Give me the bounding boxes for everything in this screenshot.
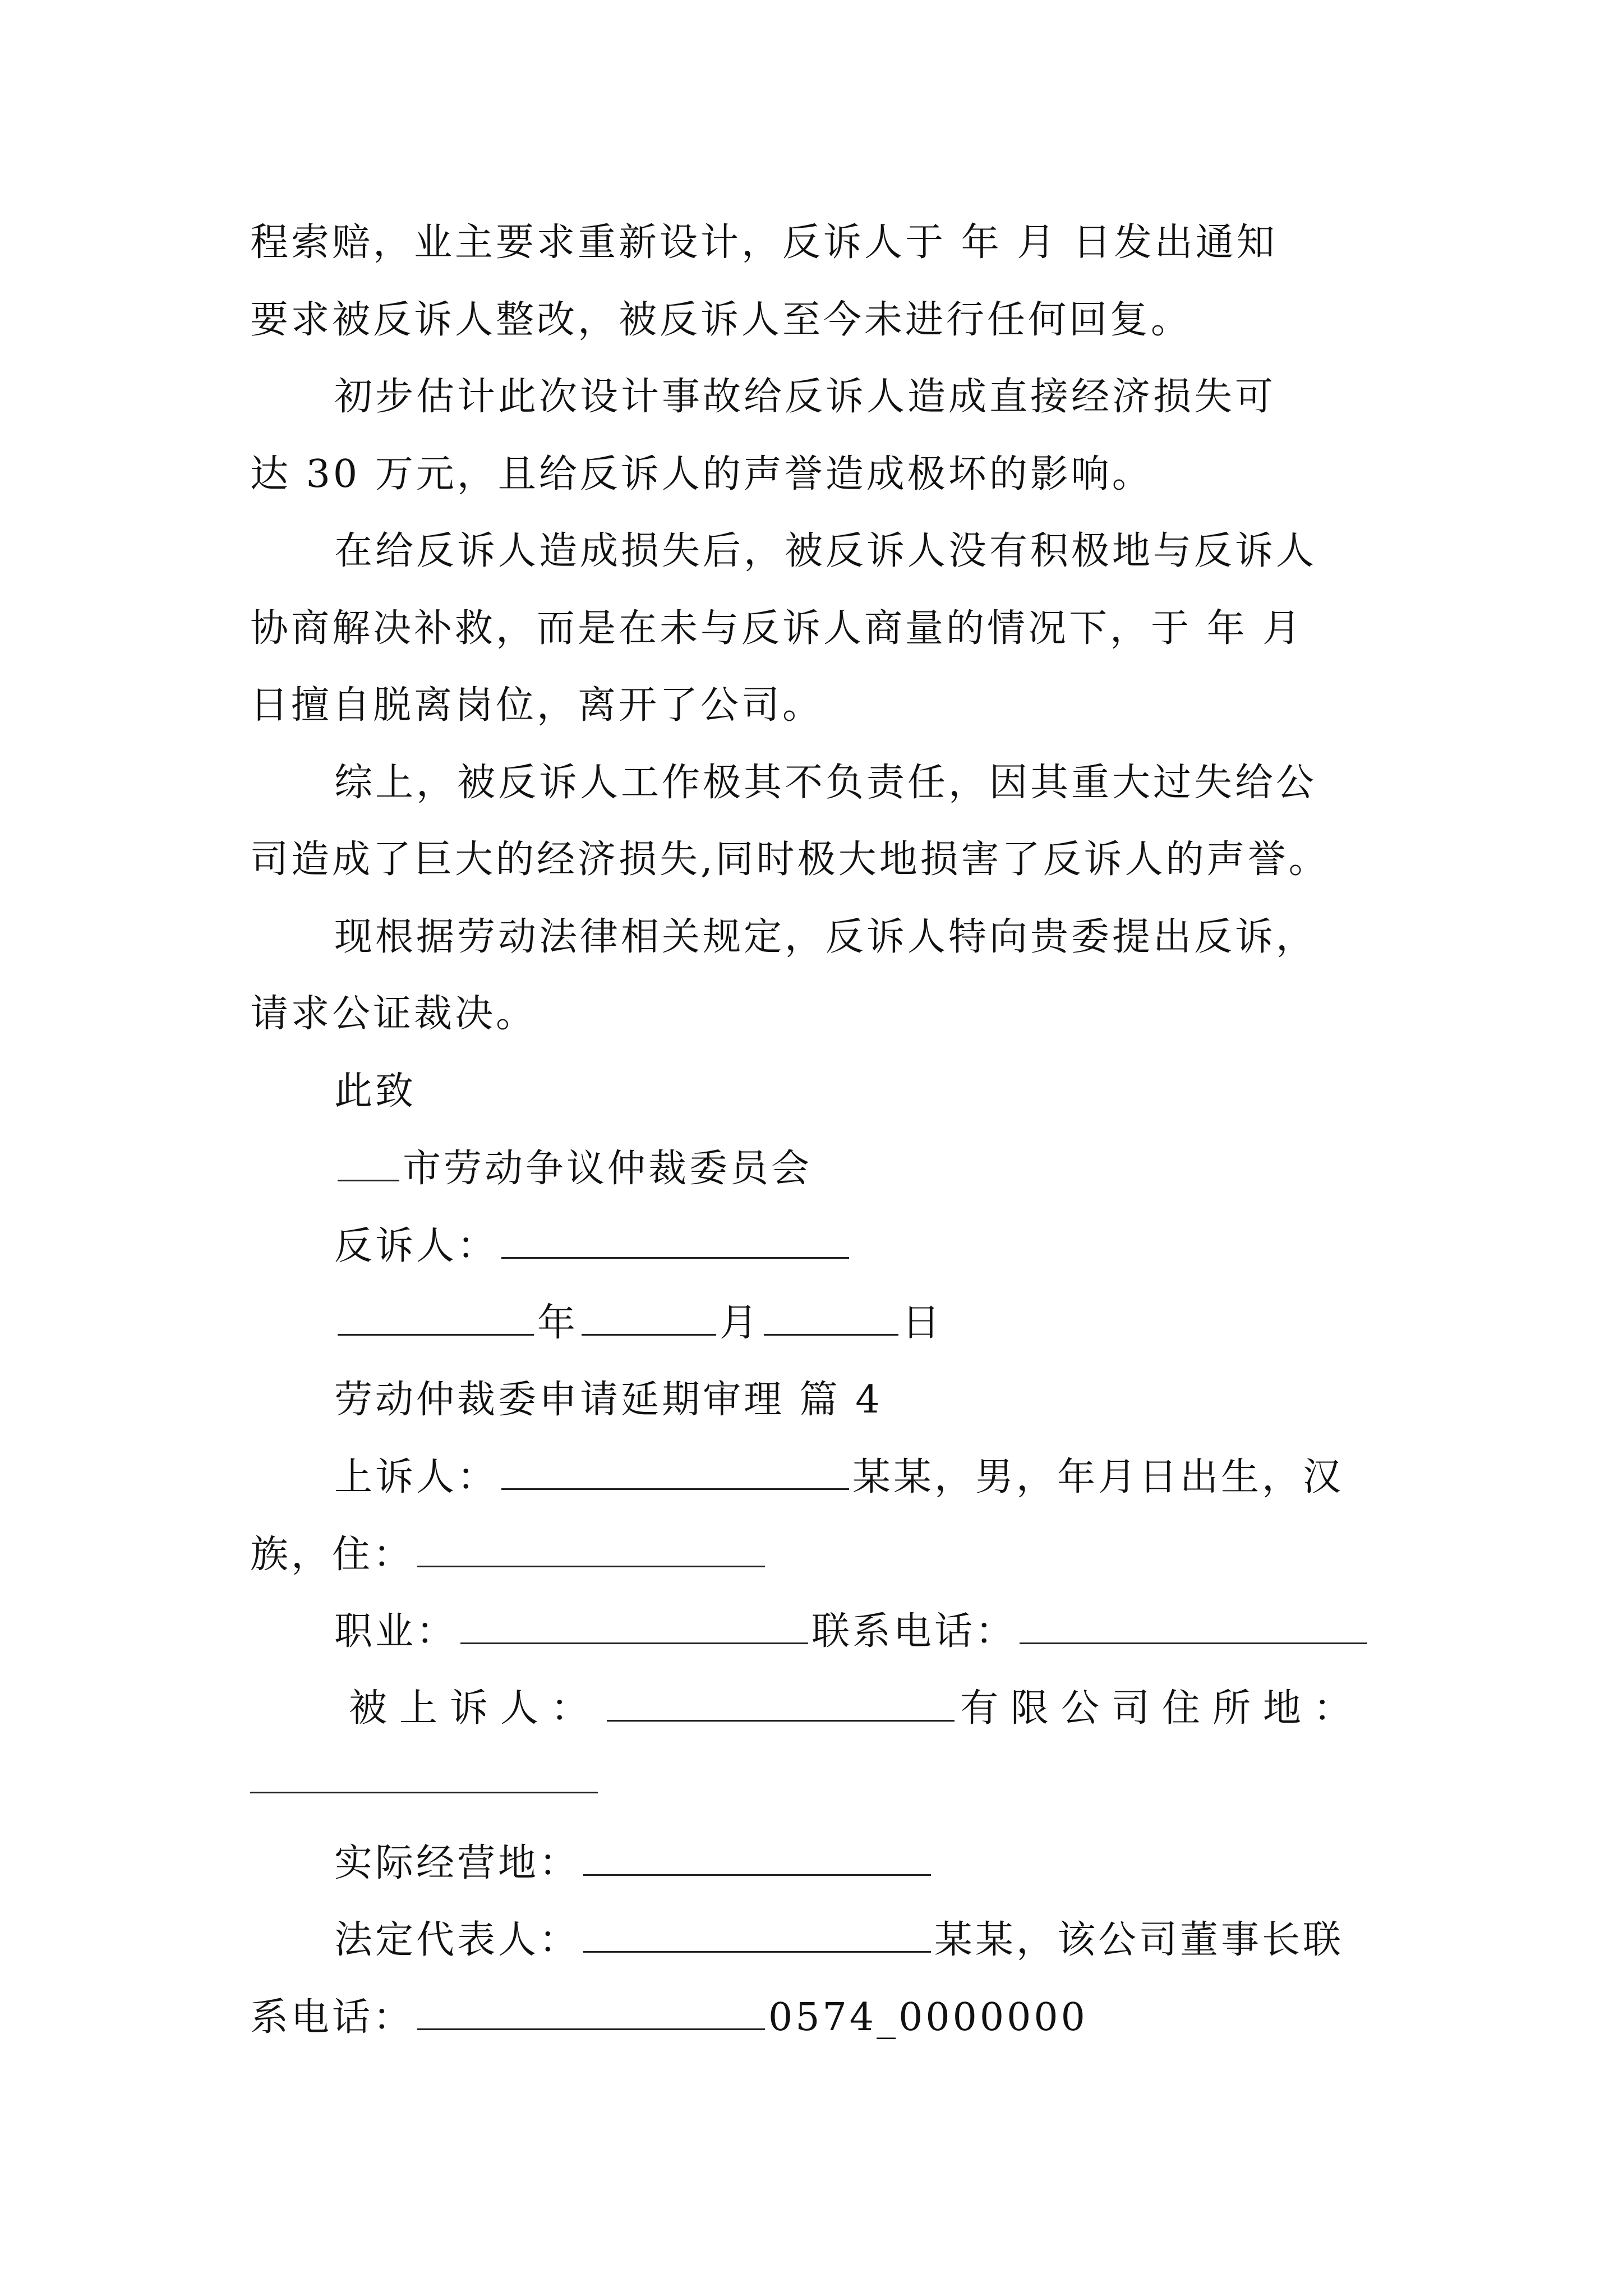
day-blank xyxy=(764,1300,898,1336)
day-label: 日 xyxy=(902,1301,943,1345)
appellee-address-label: 有限公司住所地： xyxy=(960,1686,1364,1731)
month-label: 月 xyxy=(720,1301,761,1345)
date-line xyxy=(334,1300,1478,1345)
addressee-line xyxy=(334,1146,1478,1191)
business-address-blank xyxy=(583,1841,931,1876)
paragraph-line-9: 司造成了巨大的经济损失,同时极大地损害了反诉人的声誉。 xyxy=(250,838,1330,882)
contact-phone-blank xyxy=(417,1995,765,2030)
counterclaimant-blank xyxy=(501,1223,849,1259)
legal-representative-details: 某某，该公司董事长联 xyxy=(934,1918,1344,1962)
residence-blank xyxy=(417,1532,765,1567)
year-label: 年 xyxy=(537,1301,579,1345)
paragraph-line-8: 综上，被反诉人工作极其不负责任，因其重大过失给公 xyxy=(334,761,1317,805)
paragraph-line-3: 初步估计此次设计事故给反诉人造成直接经济损失可 xyxy=(334,375,1276,419)
phone-blank xyxy=(1020,1609,1367,1644)
paragraph-line-5: 在给反诉人造成损失后，被反诉人没有积极地与反诉人 xyxy=(334,529,1317,573)
section-heading: 劳动仲裁委申请延期审理 篇 4 xyxy=(334,1378,883,1422)
paragraph-line-6: 协商解决补救，而是在未与反诉人商量的情况下，于 年 月 xyxy=(250,606,1304,651)
month-blank xyxy=(582,1300,716,1336)
phone-label: 联系电话： xyxy=(811,1609,1017,1654)
appellant-details: 某某，男，年月日出生，汉 xyxy=(852,1455,1344,1499)
salutation: 此致 xyxy=(334,1069,417,1114)
legal-representative-blank xyxy=(583,1917,931,1953)
business-address-label: 实际经营地： xyxy=(334,1841,580,1885)
paragraph-line-11: 请求公证裁决。 xyxy=(250,992,537,1036)
occupation-blank xyxy=(460,1609,808,1644)
paragraph-line-4: 达 30 万元，且给反诉人的声誉造成极坏的影响。 xyxy=(250,452,1153,496)
addressee-name: 市劳动争议仲裁委员会 xyxy=(403,1147,813,1191)
contact-phone-label: 系电话： xyxy=(250,1995,414,2040)
contact-phone-line xyxy=(250,1995,1394,2040)
addressee-city-blank xyxy=(338,1146,399,1181)
appellant-residence-line xyxy=(250,1532,1394,1577)
year-blank xyxy=(338,1300,534,1336)
paragraph-line-10: 现根据劳动法律相关规定，反诉人特向贵委提出反诉， xyxy=(334,915,1317,959)
paragraph-line-7: 日擅自脱离岗位，离开了公司。 xyxy=(250,683,824,728)
occupation-line xyxy=(334,1609,1478,1654)
paragraph-line-1: 程索赔，业主要求重新设计，反诉人于 年 月 日发出通知 xyxy=(250,220,1278,265)
appellee-address-blank xyxy=(250,1792,598,1793)
appellant-label: 上诉人： xyxy=(334,1455,499,1499)
occupation-label: 职业： xyxy=(334,1609,458,1654)
appellee-blank xyxy=(607,1686,955,1722)
counterclaimant-label: 反诉人： xyxy=(334,1224,499,1268)
legal-representative-line xyxy=(334,1917,1478,1962)
counterclaimant-signature-line xyxy=(334,1223,1478,1268)
appellee-label: 被上诉人： xyxy=(349,1686,602,1731)
legal-representative-label: 法定代表人： xyxy=(334,1918,580,1962)
residence-label: 族，住： xyxy=(250,1533,414,1577)
appellant-line xyxy=(334,1455,1478,1499)
contact-phone-number: 0574_0000000 xyxy=(768,1995,1088,2040)
appellee-line xyxy=(349,1686,1364,1731)
paragraph-line-2: 要求被反诉人整改，被反诉人至今未进行任何回复。 xyxy=(250,298,1192,342)
business-address-line xyxy=(334,1841,1478,1885)
appellant-blank xyxy=(501,1455,849,1490)
